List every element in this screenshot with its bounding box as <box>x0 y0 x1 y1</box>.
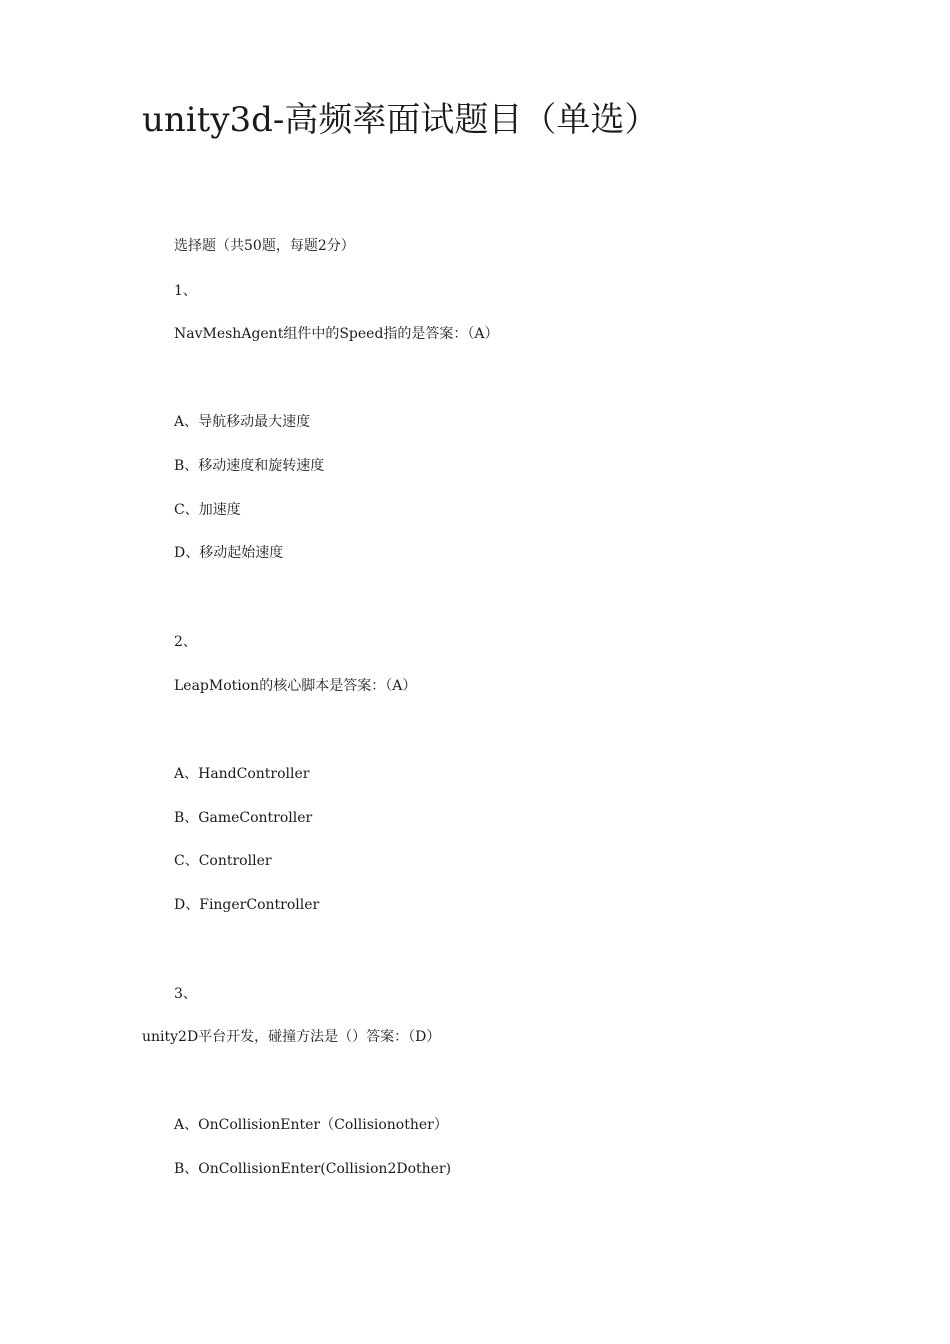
question-3-prompt: unity2D平台开发，碰撞方法是（）答案：（D） <box>142 1029 441 1045</box>
question-2-option-d: D、FingerController <box>174 897 320 913</box>
section-header: 选择题（共50题，每题2分） <box>174 238 355 254</box>
question-2-option-a: A、HandController <box>174 766 310 782</box>
question-2-option-c: C、Controller <box>174 853 272 869</box>
question-1-option-c: C、加速度 <box>174 502 241 518</box>
question-3-number: 3、 <box>174 986 197 1002</box>
document-title: unity3d-高频率面试题目（单选） <box>142 100 659 140</box>
question-2-option-b: B、GameController <box>174 810 313 826</box>
question-1-option-a: A、导航移动最大速度 <box>174 414 311 430</box>
question-2-prompt: LeapMotion的核心脚本是答案：（A） <box>174 678 417 694</box>
question-2-number: 2、 <box>174 634 197 650</box>
question-1-option-d: D、移动起始速度 <box>174 545 284 561</box>
question-3-option-a: A、OnCollisionEnter（Collisionother） <box>174 1117 448 1133</box>
question-3-option-b: B、OnCollisionEnter(Collision2Dother) <box>174 1161 452 1177</box>
question-1-option-b: B、移动速度和旋转速度 <box>174 458 325 474</box>
question-1-number: 1、 <box>174 283 197 299</box>
question-1-prompt: NavMeshAgent组件中的Speed指的是答案：（A） <box>174 326 499 342</box>
